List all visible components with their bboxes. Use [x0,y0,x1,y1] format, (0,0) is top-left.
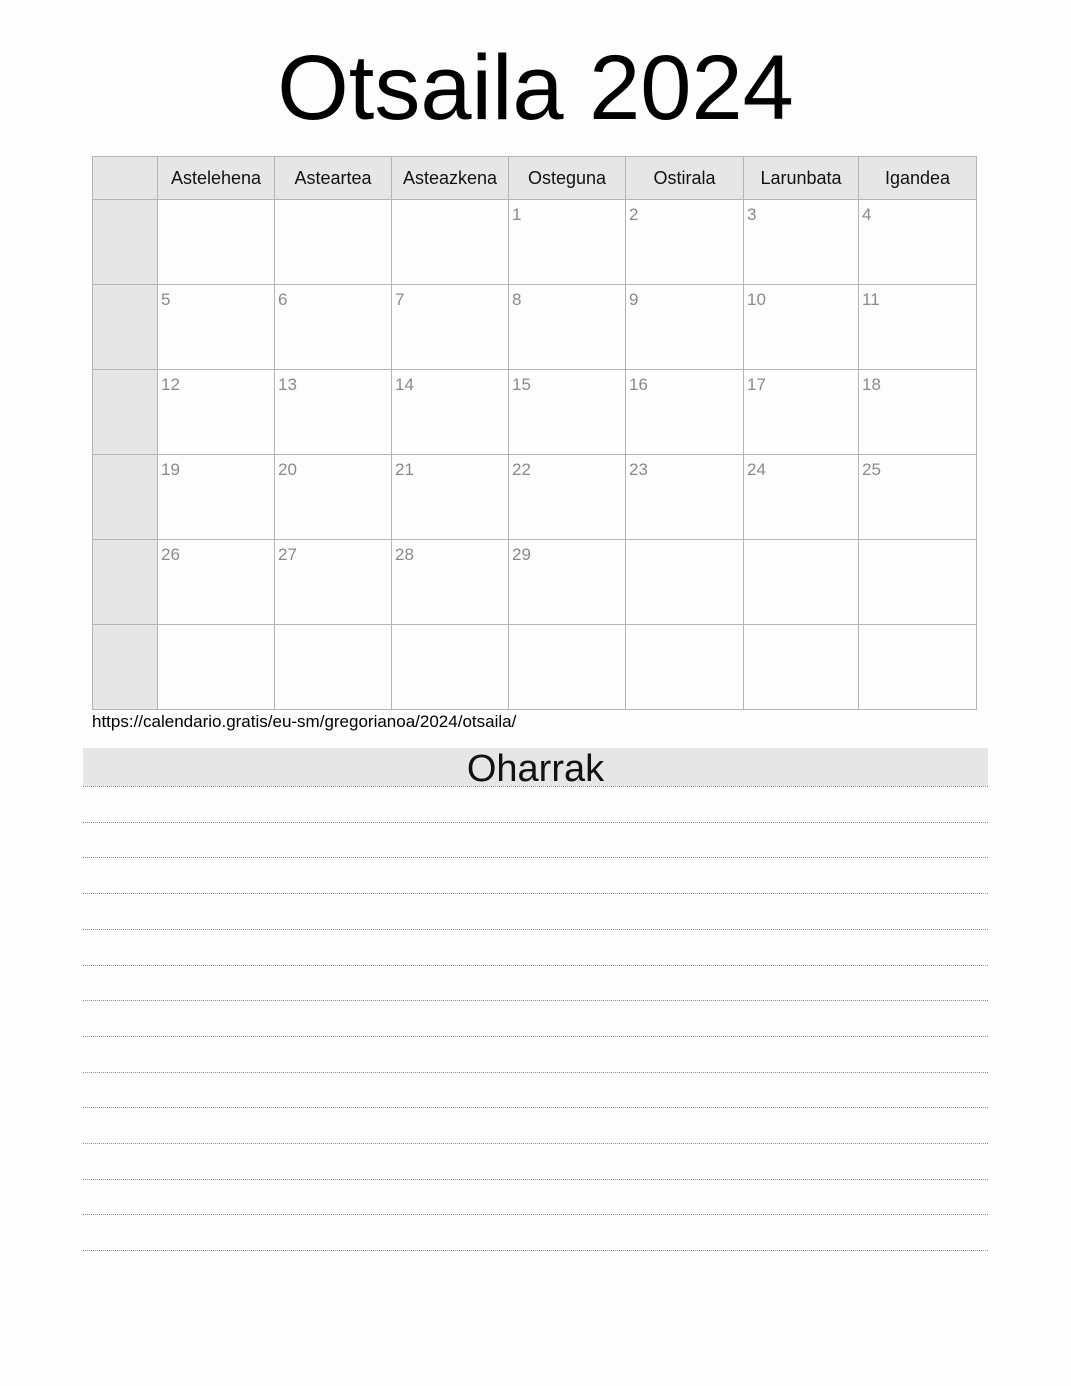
day-number: 10 [747,290,766,309]
day-cell [744,455,859,540]
day-number: 28 [395,545,414,564]
note-line [83,1072,988,1073]
day-cell [626,200,744,285]
note-line [83,1179,988,1180]
day-number: 18 [862,375,881,394]
day-number [158,625,274,630]
week-row [93,455,977,540]
day-cell [392,370,509,455]
week-row [93,200,977,285]
week-number-cell [93,455,158,540]
day-cell [509,540,626,625]
day-number: 22 [512,460,531,479]
week-number-cell [93,200,158,285]
day-cell [744,285,859,370]
day-number: 16 [629,375,648,394]
day-number: 27 [278,545,297,564]
day-number [392,625,508,630]
day-number: 17 [747,375,766,394]
day-cell [392,625,509,710]
day-cell [859,200,977,285]
day-number [859,625,976,630]
day-cell [158,540,275,625]
day-cell [509,285,626,370]
day-cell [626,540,744,625]
day-number [626,540,743,545]
day-cell [744,200,859,285]
day-number: 3 [747,205,757,224]
day-cell [275,455,392,540]
day-cell [158,625,275,710]
notes-title: Oharrak [83,748,988,786]
day-number [626,625,743,630]
calendar-grid [92,156,977,710]
day-number [859,540,976,545]
day-number: 14 [395,375,414,394]
day-cell [158,370,275,455]
day-cell [626,370,744,455]
note-line [83,893,988,894]
day-number: 19 [161,460,180,479]
day-cell [744,370,859,455]
day-cell [859,370,977,455]
weekday-friday: Ostirala [626,157,744,200]
day-cell [158,455,275,540]
day-cell [509,200,626,285]
day-cell [392,200,509,285]
day-number: 12 [161,375,180,394]
day-cell [275,625,392,710]
day-cell [626,285,744,370]
day-number [392,200,508,205]
week-row [93,625,977,710]
week-number-cell [93,285,158,370]
day-number [744,625,858,630]
note-line [83,857,988,858]
note-line [83,965,988,966]
day-number: 6 [278,290,288,309]
day-number: 7 [395,290,405,309]
day-number [275,625,391,630]
week-number-cell [93,540,158,625]
week-row [93,370,977,455]
day-cell [392,285,509,370]
note-line [83,786,988,787]
day-number [744,540,858,545]
weekday-sunday: Igandea [859,157,977,200]
day-number: 2 [629,205,639,224]
day-cell [275,540,392,625]
day-cell [626,455,744,540]
day-cell [509,370,626,455]
day-number: 4 [862,205,872,224]
note-line [83,1107,988,1108]
day-number: 24 [747,460,766,479]
day-cell [392,540,509,625]
weekday-thursday: Osteguna [509,157,626,200]
day-number: 1 [512,205,522,224]
day-cell [744,540,859,625]
day-number [275,200,391,205]
day-cell [859,455,977,540]
note-line [83,1036,988,1037]
weekday-tuesday: Asteartea [275,157,392,200]
note-line [83,1143,988,1144]
day-cell [158,285,275,370]
day-cell [859,540,977,625]
day-cell [275,200,392,285]
week-number-cell [93,625,158,710]
day-number: 8 [512,290,522,309]
day-number: 25 [862,460,881,479]
week-row [93,540,977,625]
note-line [83,1250,988,1251]
weekday-header-row [93,157,977,200]
day-number [158,200,274,205]
day-number: 9 [629,290,639,309]
note-line [83,1214,988,1215]
day-cell [859,625,977,710]
day-cell [275,285,392,370]
day-cell [158,200,275,285]
page-title: Otsaila 2024 [277,37,794,139]
source-url: https://calendario.gratis/eu-sm/gregorianoa/2024/otsaila/ [92,712,517,731]
day-number: 11 [862,290,880,309]
note-line [83,929,988,930]
day-number [509,625,625,630]
note-line [83,1000,988,1001]
day-cell [275,370,392,455]
week-number-cell [93,370,158,455]
day-number: 21 [395,460,414,479]
weekday-monday: Astelehena [158,157,275,200]
weekday-wednesday: Asteazkena [392,157,509,200]
day-number: 15 [512,375,531,394]
day-number: 20 [278,460,297,479]
day-number: 5 [161,290,171,309]
day-number: 23 [629,460,648,479]
weekday-saturday: Larunbata [744,157,859,200]
day-number: 26 [161,545,180,564]
day-cell [859,285,977,370]
note-line [83,822,988,823]
day-cell [744,625,859,710]
day-cell [392,455,509,540]
day-number: 13 [278,375,297,394]
day-cell [509,625,626,710]
day-number: 29 [512,545,531,564]
day-cell [626,625,744,710]
week-row [93,285,977,370]
day-cell [509,455,626,540]
week-column-header [93,157,158,200]
